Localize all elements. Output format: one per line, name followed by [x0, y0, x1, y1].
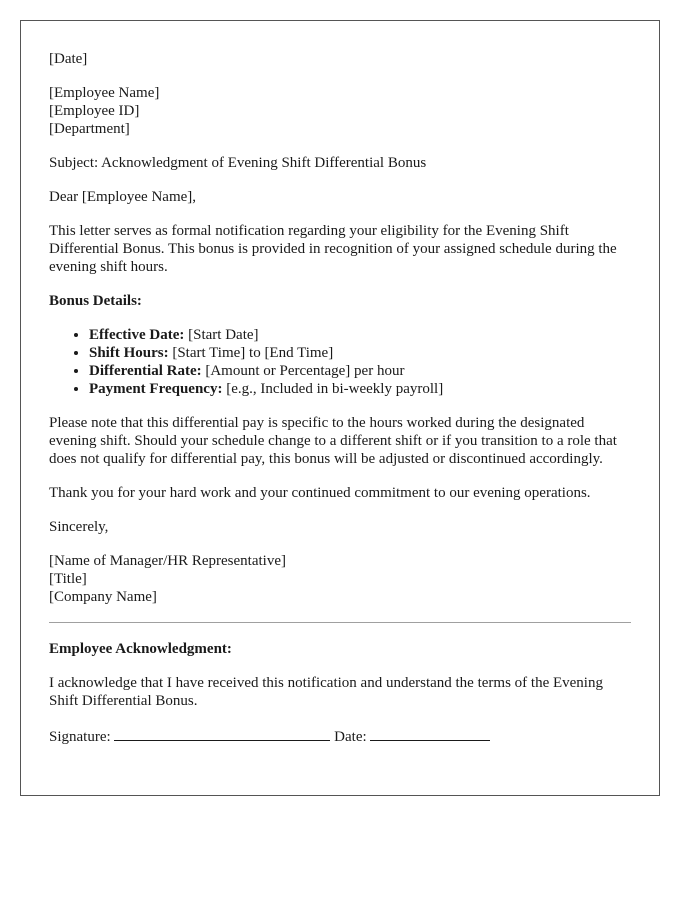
details-list: [49, 326, 631, 398]
detail-value: [e.g., Included in bi-weekly payroll]: [222, 381, 444, 397]
signatory-title: [Title]: [49, 571, 87, 587]
subject-line: Subject: Acknowledgment of Evening Shift Differential Bonus: [49, 155, 427, 171]
signatory-company: [Company Name]: [49, 589, 157, 605]
detail-item-effective-date: [89, 326, 631, 344]
detail-label: Payment Frequency:: [89, 381, 223, 397]
section-divider: [49, 622, 631, 623]
note-paragraph: Please note that this differential pay is specific to the hours worked during the designated evening shift. Should your schedule change to a different shift or if you transition to a role that does not qualify for differential pay, this bonus will be adjusted or discontinued accordingly.: [49, 415, 617, 467]
detail-item-shift-hours: [89, 344, 631, 362]
signature-label: Signature:: [49, 729, 111, 745]
detail-item-differential-rate: [89, 362, 631, 380]
detail-value: [Start Time] to [End Time]: [168, 345, 334, 361]
date-label: Date:: [334, 729, 367, 745]
recipient-name: [Employee Name]: [49, 85, 160, 101]
details-heading: Bonus Details:: [49, 293, 142, 309]
signatory-block: [49, 552, 631, 606]
detail-value: [Start Date]: [184, 327, 259, 343]
detail-item-payment-frequency: [89, 380, 631, 398]
date-field[interactable]: [370, 726, 490, 741]
recipient-id: [Employee ID]: [49, 103, 140, 119]
signature-field[interactable]: [114, 726, 330, 741]
signature-row: [49, 726, 631, 746]
salutation: Dear [Employee Name],: [49, 189, 197, 205]
thanks-paragraph: Thank you for your hard work and your continued commitment to our evening operations.: [49, 485, 591, 501]
acknowledgment-heading: Employee Acknowledgment:: [49, 641, 232, 657]
closing: Sincerely,: [49, 519, 109, 535]
letter-date: [Date]: [49, 51, 88, 67]
detail-label: Differential Rate:: [89, 363, 202, 379]
recipient-block: [49, 84, 631, 138]
intro-paragraph: This letter serves as formal notification regarding your eligibility for the Evening Shift Differential Bonus. This bonus is provided in recognition of your assigned schedule during the evening shift hours.: [49, 223, 617, 275]
letter-document: [20, 20, 660, 796]
signatory-name: [Name of Manager/HR Representative]: [49, 553, 286, 569]
detail-label: Effective Date:: [89, 327, 185, 343]
acknowledgment-text: I acknowledge that I have received this notification and understand the terms of the Evening Shift Differential Bonus.: [49, 675, 603, 709]
recipient-department: [Department]: [49, 121, 130, 137]
detail-label: Shift Hours:: [89, 345, 169, 361]
detail-value: [Amount or Percentage] per hour: [201, 363, 405, 379]
